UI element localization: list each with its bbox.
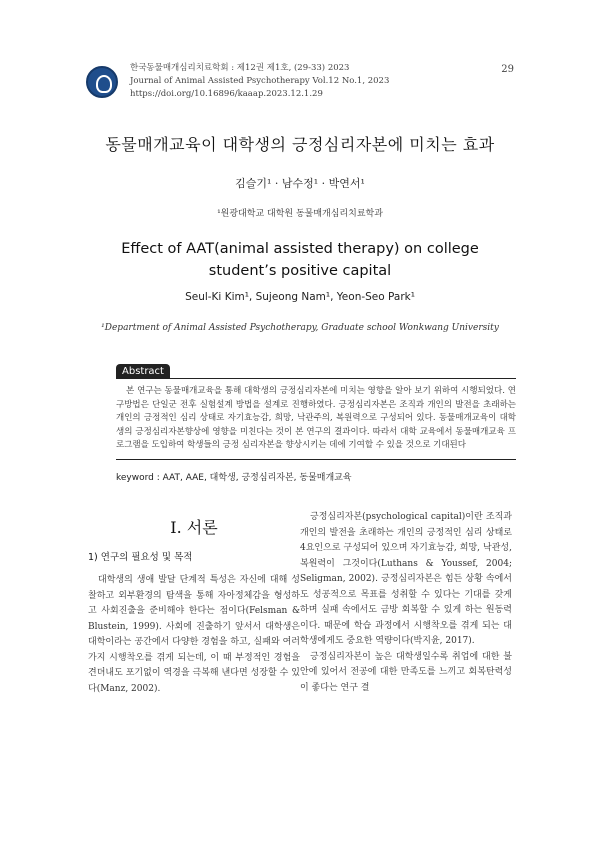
journal-korean-line: 한국동물매개심리치료학회 : 제12권 제1호, (29-33) 2023	[130, 63, 350, 73]
journal-logo	[86, 66, 118, 98]
korean-title: 동물매개교육이 대학생의 긍정심리자본에 미치는 효과	[105, 135, 495, 154]
section-title: Ⅰ. 서론	[170, 518, 218, 537]
korean-affiliation: ¹원광대학교 대학원 동물매개심리치료학과	[217, 209, 383, 219]
doi-link[interactable]: https://doi.org/10.16896/kaaap.2023.12.1.29	[130, 89, 323, 99]
english-affiliation: ¹Department of Animal Assisted Psychotherapy, Graduate school Wonkwang University	[101, 323, 499, 333]
left-column	[88, 510, 300, 697]
right-paragraph-1: 긍정심리자본(psychological capital)이란 조직과 개인의 발전을 초래하는 개인의 긍정적인 심리 상태로 4요인으로 구성되어 있으며 자기효능감, 희망, 낙관성, 복원력이 그것이다(Luthans & Youssef, 2004; Seligman, 2002). 긍정심리자본은 힘든 상황 속에서도 성공적으로 목표를 성취할 수 있다는 기대를 갖게 하며 실패 속에서도 금방 회복할 수 있게 하는 원동력이다. 때문에 학습 과정에서 시행착오를 겪게 되는 대학생에게도 중요한 역량이다(박지윤, 2017).	[300, 512, 512, 646]
korean-authors: 김슬기¹ · 남수정¹ · 박연서¹	[235, 177, 365, 190]
right-paragraph-2: 긍정심리자본이 높은 대학생일수록 취업에 대한 불안에 있어서 전공에 대한 만족도를 느끼고 회복탄력성이 좋다는 연구 결	[300, 651, 512, 693]
keywords: keyword : AAT, AAE, 대학생, 긍정심리자본, 동물매개교육	[116, 473, 352, 483]
left-paragraph: 대학생의 생애 발달 단계적 특성은 자신에 대해 성찰하고 외부환경의 탐색을 통해 자아정체감을 형성하고 사회진출을 준비해야 한다는 점이다(Felsman & Blustein, 1999). 사회에 진출하기 앞서서 대학생은 대학이라는 공간에서 다양한 경험을 하고, 실패와 여러 가지 시행착오를 겪게 되는데, 이 때 부정적인 경험을 견뎌내도 포기없이 역경을 극복해 낸다면 성장할 수 있다(Manz, 2002).	[88, 575, 300, 694]
english-authors: Seul-Ki Kim¹, Sujeong Nam¹, Yeon-Seo Park¹	[185, 291, 415, 303]
english-title: Effect of AAT(animal assisted therapy) on college student’s positive capital	[121, 241, 479, 279]
subsection-title: 1) 연구의 필요성 및 목적	[88, 551, 193, 563]
right-column	[300, 510, 512, 696]
abstract-label: Abstract	[116, 364, 170, 379]
abstract-text: 본 연구는 동물매개교육을 통해 대학생의 긍정심리자본에 미치는 영향을 알아 보기 위하여 시행되었다. 연구방법은 단일군 전후 실험설계 방법을 설계로 진행하였다. 긍정심리자본은 조직과 개인의 발전을 초래하는 개인의 긍정적인 심리 상태로 자기효능감, 희망, 낙관주의, 복원력으로 구성되어 있다. 동물매개교육이 대학생의 긍정심리자본향상에 영향을 미친다는 것이 본 연구의 결과이다. 따라서 대학 교육에서 동물매개교육 프로그램을 도입하여 학생들의 긍정 심리자본을 향상시키는 데에 기여할 수 있을 것으로 기대된다	[116, 378, 516, 460]
page-number: 29	[501, 64, 514, 75]
journal-english-line: Journal of Animal Assisted Psychotherapy Vol.12 No.1, 2023	[130, 76, 390, 86]
journal-header	[130, 62, 389, 101]
